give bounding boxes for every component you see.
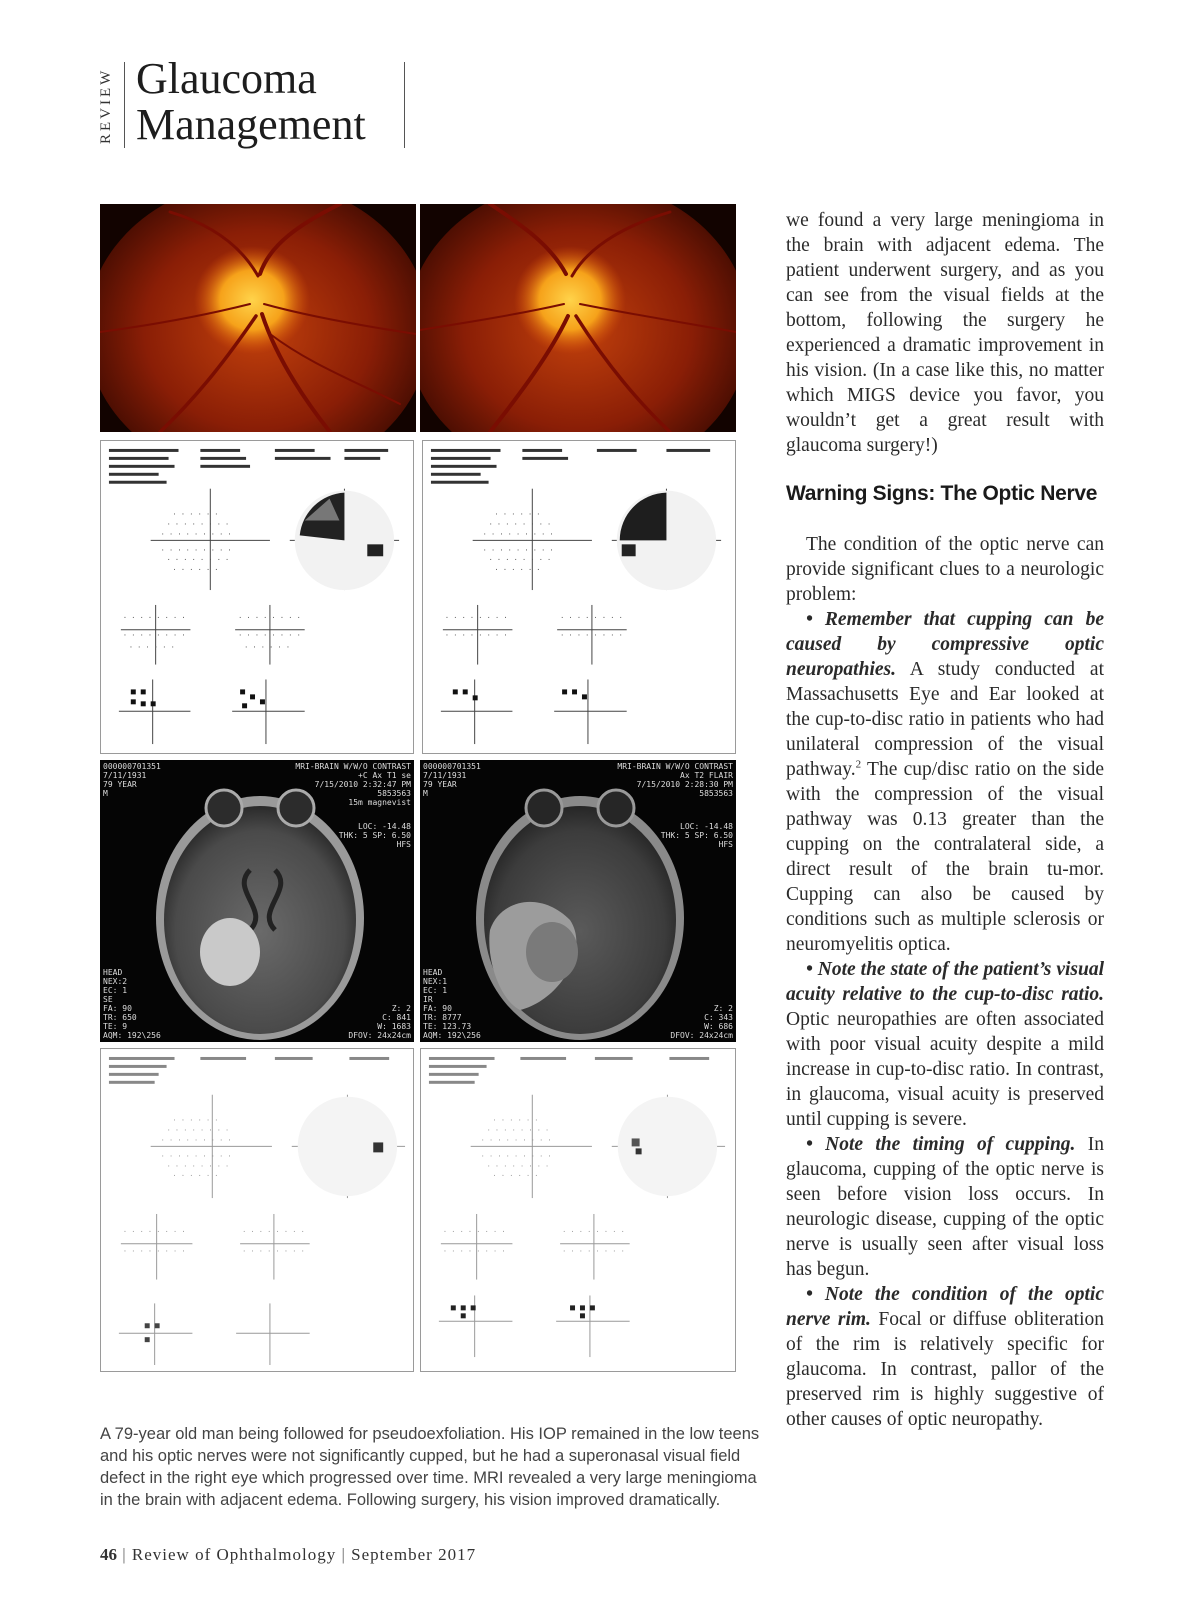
mri-left-location: LOC: -14.48 THK: 5 SP: 6.50 HFS [338, 822, 411, 849]
figure-caption: A 79-year old man being followed for pseudoexfoliation. His IOP remained in the low teens and his optic nerves were not significantly cupped, but he had a superonasal visual field defect in the right eye which progressed over time. MRI revealed a very large meningioma in the brain with adjacent edema. Following surgery, his vision improved dramatically. [100, 1425, 760, 1509]
issue-date: September 2017 [351, 1545, 477, 1564]
bullet-2-lead: • Note the state of the patient’s visual acuity relative to the cup-to-disc ratio. [786, 959, 1104, 1005]
mri-right-header-patient: 000000701351 7/11/1931 79 YEAR M [423, 762, 481, 798]
mri-right-header-study: MRI-BRAIN W/W/O CONTRAST Ax T2 FLAIR 7/15/2010 2:28:30 PM 5853563 [617, 762, 733, 798]
bullet-4-lead: • Note the condition of the optic nerve rim. [786, 1284, 1104, 1330]
svg-text:· · · · · · · ·: · · · · · · · · [166, 556, 230, 565]
article-paragraph-1: we found a very large meningioma in the brain with adjacent edema. The patient underwent surgery, and as you can see from the visual fields at the bottom, following the surgery he experienced a dramatic improvement in his vision. (In a case like this, no matter which MIGS device you favor, you wouldn’t get a great result with glaucoma surgery!) [786, 210, 1104, 456]
footer-separator-2: | [341, 1545, 346, 1564]
svg-text:· · · · · ·: · · · · · · [172, 510, 219, 519]
section-tag: REVIEW [98, 67, 114, 145]
page-title [136, 56, 404, 148]
svg-text:· · · · · · · ·: · · · · · · · · [444, 631, 508, 640]
mri-left-window-params: Z: 2 C: 841 W: 1683 DFOV: 24x24cm [348, 1004, 411, 1040]
svg-text:· · · · · · · ·: · · · · · · · · [122, 613, 186, 622]
visual-field-chart-top-right [422, 440, 736, 754]
bullet-1-lead: • Remember that cupping can be caused by compressive optic neuropathies. [786, 609, 1104, 680]
svg-text:· · · · · ·: · · · · · · [128, 643, 175, 652]
svg-text:· · · · · · · ·: · · · · · · · · [488, 520, 552, 529]
title-line-2: Management [136, 100, 366, 149]
svg-text:· · · · · · · ·: · · · · · · · · [488, 556, 552, 565]
svg-text:· · · · · · · ·: · · · · · · · · [242, 1247, 305, 1256]
article-paragraph-2: The condition of the optic nerve can provide significant clues to a neurologic problem: [786, 534, 1104, 605]
svg-text:· · · · · · · · ·: · · · · · · · · · [160, 530, 232, 539]
svg-text:· · · · · ·: · · · · · · [172, 1116, 219, 1125]
bullet-1-text-a: A study conducted at Massachusetts Eye and Ear looked at the cup-to-disc ratio in patients who had unilateral compression of the visual pathway. [786, 659, 1104, 780]
bullet-3-text: In glaucoma, cupping of the optic nerve is seen before vision loss occurs. In neurologic disease, cupping of the optic nerve is usually seen after visual loss has begun. [786, 1134, 1105, 1280]
bullet-1-text-b: The cup/disc ratio on the side with the compression of the visual pathway was 0.13 greater than the cupping on the contralateral side, a direct result of the brain tu-mor. Cupping can also be caused by conditions such as multiple sclerosis or neuromyelitis optica. [786, 759, 1104, 955]
bullet-nerve-rim [786, 1282, 1104, 1432]
svg-text:· · · · · · · ·: · · · · · · · · [486, 1126, 550, 1135]
svg-text:· · · · · · · ·: · · · · · · · · [562, 1227, 625, 1236]
section-heading: Warning Signs: The Optic Nerve [786, 482, 1098, 505]
bullet-visual-acuity [786, 957, 1104, 1132]
mri-left-sequence-params: HEAD NEX:2 EC: 1 SE FA: 90 TR: 650 TE: 9 AQM: 192\256 [103, 968, 161, 1040]
svg-text:· · · · · · · · ·: · · · · · · · · · [160, 546, 232, 555]
mri-right-sequence-params: HEAD NEX:1 EC: 1 IR FA: 90 TR: 8777 TE: 123.73 AQM: 192\256 [423, 968, 481, 1040]
mri-left-header-patient: 000000701351 7/11/1931 79 YEAR M [103, 762, 161, 798]
publication-name: Review of Ophthalmology [131, 1545, 337, 1564]
svg-text:· · · · · · · · ·: · · · · · · · · · [160, 1152, 232, 1161]
svg-text:· · · · · ·: · · · · · · [494, 510, 541, 519]
svg-text:· · · · · · · ·: · · · · · · · · [238, 631, 301, 640]
svg-text:· · · · · · · ·: · · · · · · · · [166, 520, 230, 529]
page-footer [100, 1545, 476, 1565]
svg-text:· · · · · · · ·: · · · · · · · · [238, 613, 301, 622]
svg-text:· · · · · · · ·: · · · · · · · · [242, 1227, 305, 1236]
visual-field-chart-bottom-right [420, 1048, 736, 1372]
svg-text:· · · · · ·: · · · · · · [492, 1116, 539, 1125]
svg-text:· · · · · · · · ·: · · · · · · · · · [482, 546, 554, 555]
mri-scan-right [420, 760, 736, 1042]
mri-right-window-params: Z: 2 C: 343 W: 686 DFOV: 24x24cm [670, 1004, 733, 1040]
svg-text:· · · · · · · ·: · · · · · · · · [442, 1247, 506, 1256]
fundus-photo-right [420, 204, 736, 432]
svg-text:· · · · · · · ·: · · · · · · · · [486, 1162, 550, 1171]
bullet-3-lead: • Note the timing of cupping. [806, 1134, 1076, 1155]
bullet-2-text: Optic neuropathies are often associated with poor visual acuity despite a mild increase in cup-to-disc ratio. In contrast, in glaucoma, visual acuity is preserved until cupping is severe. [786, 1009, 1104, 1130]
svg-text:· · · · · ·: · · · · · · [494, 566, 541, 575]
header-rule-right [404, 62, 405, 148]
bullet-cupping-compressive [786, 607, 1104, 957]
visual-field-chart-bottom-left [100, 1048, 414, 1372]
svg-text:· · · · · · · ·: · · · · · · · · [122, 631, 186, 640]
fundus-photo-left [100, 204, 416, 432]
svg-text:· · · · · ·: · · · · · · [492, 1172, 539, 1181]
mri-right-location: LOC: -14.48 THK: 5 SP: 6.50 HFS [660, 822, 733, 849]
mri-scan-left [100, 760, 414, 1042]
header-rule-left [124, 62, 125, 148]
mri-left-header-study: MRI-BRAIN W/W/O CONTRAST +C Ax T1 se 7/15/2010 2:32:47 PM 5853563 15m magnevist [295, 762, 411, 807]
svg-text:· · · · · ·: · · · · · · [244, 643, 291, 652]
svg-text:· · · · · · · ·: · · · · · · · · [122, 1227, 186, 1236]
svg-text:· · · · · · · ·: · · · · · · · · [442, 1227, 506, 1236]
svg-text:· · · · · · · · ·: · · · · · · · · · [160, 1136, 232, 1145]
svg-text:· · · · · · · ·: · · · · · · · · [562, 1247, 625, 1256]
title-line-1: Glaucoma [136, 54, 317, 103]
svg-text:· · · · · · · ·: · · · · · · · · [166, 1126, 230, 1135]
svg-text:· · · · · · · ·: · · · · · · · · [560, 613, 623, 622]
svg-text:· · · · · · · ·: · · · · · · · · [444, 613, 508, 622]
svg-text:· · · · · ·: · · · · · · [172, 1172, 219, 1181]
svg-text:· · · · · · · · ·: · · · · · · · · · [482, 530, 554, 539]
page-number: 46 [100, 1545, 117, 1564]
footer-separator-1: | [122, 1545, 127, 1564]
citation-superscript: 2 [855, 758, 862, 771]
article-column [786, 208, 1104, 1432]
svg-text:· · · · · · · ·: · · · · · · · · [560, 631, 623, 640]
svg-text:· · · · · · · · ·: · · · · · · · · · [480, 1136, 552, 1145]
svg-text:· · · · · · · · ·: · · · · · · · · · [480, 1152, 552, 1161]
bullet-4-text: Focal or diffuse obliteration of the rim is relatively specific for glaucoma. In contrast, pallor of the preserved rim is highly suggestive of other causes of optic neuropathy. [786, 1309, 1104, 1430]
svg-text:· · · · · ·: · · · · · · [172, 566, 219, 575]
svg-text:· · · · · · · ·: · · · · · · · · [122, 1247, 186, 1256]
svg-text:· · · · · · · ·: · · · · · · · · [166, 1162, 230, 1171]
bullet-timing-cupping [786, 1132, 1104, 1282]
visual-field-chart-top-left [100, 440, 414, 754]
